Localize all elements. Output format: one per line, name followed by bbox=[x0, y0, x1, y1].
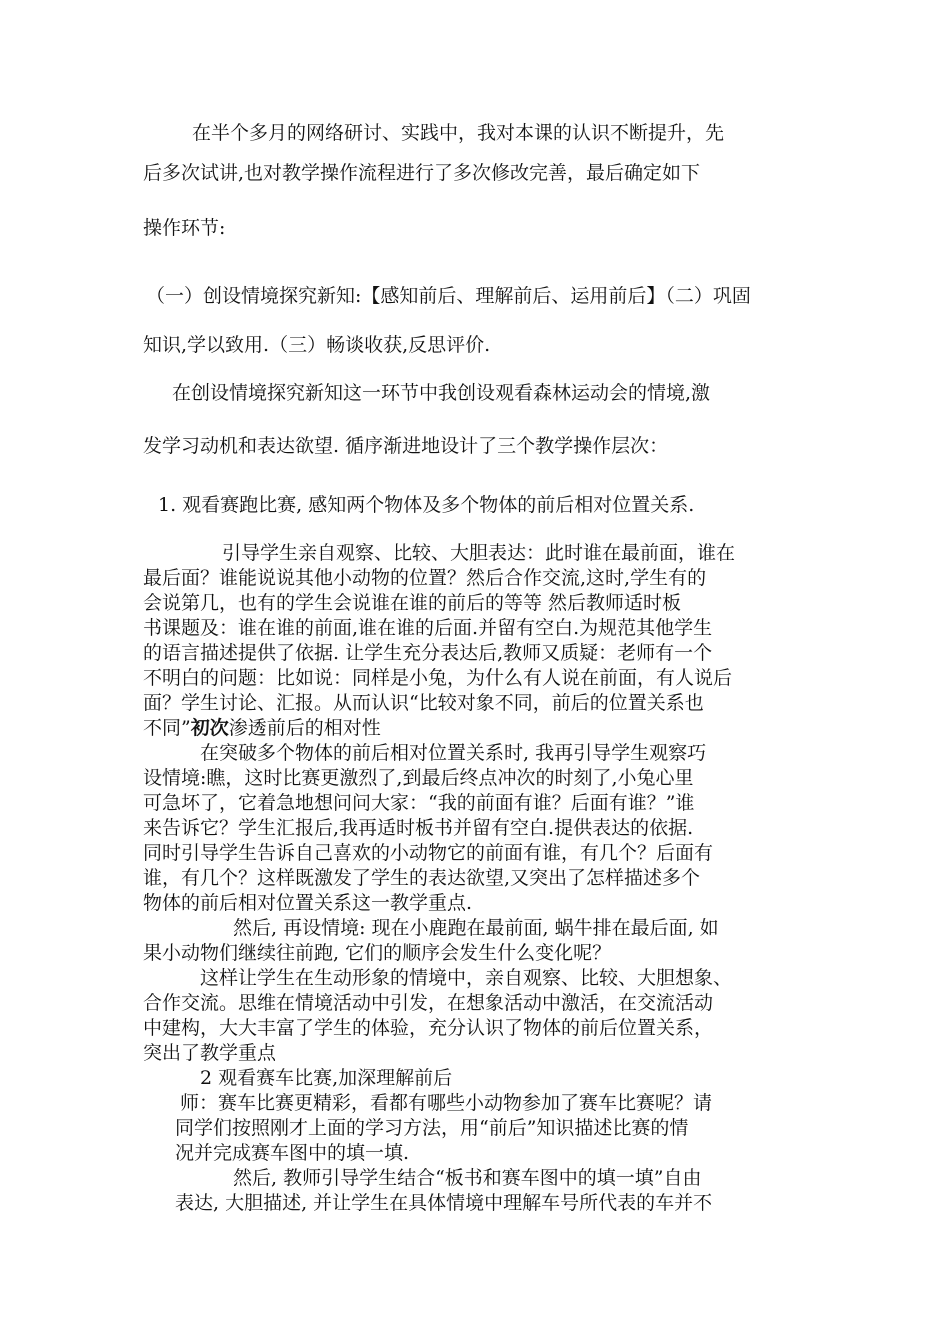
text-line: 这样让学生在生动形象的情境中，亲自观察、比较、大胆想象、 bbox=[200, 967, 733, 989]
text-span: 渗透前后的相对性 bbox=[228, 717, 381, 739]
text-line: 谁，有几个？这样既激发了学生的表达欲望,又突出了怎样描述多个 bbox=[143, 867, 701, 889]
text-line: 的语言描述提供了依据. 让学生充分表达后,教师又质疑：老师有一个 bbox=[143, 642, 713, 664]
text-line: 在突破多个物体的前后相对位置关系时, 我再引导学生观察巧 bbox=[200, 742, 707, 764]
text-line: 设情境:瞧，这时比赛更激烈了,到最后终点冲次的时刻了,小兔心里 bbox=[143, 767, 694, 789]
text-line bbox=[143, 719, 381, 738]
text-line: 在半个多月的网络研讨、实践中，我对本课的认识不断提升，先 bbox=[192, 122, 725, 144]
text-line: 然后, 再设情境: 现在小鹿跑在最前面, 蜗牛排在最后面, 如 bbox=[233, 917, 719, 939]
text-line: 然后, 教师引导学生结合“板书和赛车图中的填一填”自由 bbox=[233, 1167, 702, 1189]
text-line: 表达, 大胆描述, 并让学生在具体情境中理解车号所代表的车并不 bbox=[175, 1192, 713, 1214]
list-item-1: 1. 观看赛跑比赛, 感知两个物体及多个物体的前后相对位置关系. bbox=[158, 494, 695, 516]
text-line: 来告诉它？学生汇报后,我再适时板书并留有空白.提供表达的依据. bbox=[143, 817, 694, 839]
text-span: 不同” bbox=[143, 717, 191, 739]
text-line: 同学们按照刚才上面的学习方法，用“前后”知识描述比赛的情 bbox=[175, 1117, 689, 1139]
text-line: 同时引导学生告诉自己喜欢的小动物它的前面有谁，有几个？后面有 bbox=[143, 842, 714, 864]
text-line: （一）创设情境探究新知:【感知前后、理解前后、运用前后】（二）巩固 bbox=[146, 285, 751, 307]
text-line: 书课题及：谁在谁的前面,谁在谁的后面.并留有空白.为规范其他学生 bbox=[143, 617, 713, 639]
text-line: 不明白的问题：比如说：同样是小兔，为什么有人说在前面，有人说后 bbox=[143, 667, 733, 689]
text-line: 操作环节: bbox=[143, 217, 226, 239]
list-item-2: 2 观看赛车比赛,加深理解前后 bbox=[200, 1067, 453, 1089]
text-line: 发学习动机和表达欲望. 循序渐进地设计了三个教学操作层次： bbox=[143, 435, 669, 457]
text-line: 最后面？谁能说说其他小动物的位置？然后合作交流,这时,学生有的 bbox=[143, 567, 707, 589]
text-line: 合作交流。思维在情境活动中引发，在想象活动中激活，在交流活动 bbox=[143, 992, 714, 1014]
text-line: 师：赛车比赛更精彩，看都有哪些小动物参加了赛车比赛呢？请 bbox=[180, 1092, 713, 1114]
text-line: 果小动物们继续往前跑, 它们的顺序会发生什么变化呢？ bbox=[143, 942, 612, 964]
text-line: 会说第几，也有的学生会说谁在谁的前后的等等 然后教师适时板 bbox=[143, 592, 682, 614]
text-line: 在创设情境探究新知这一环节中我创设观看森林运动会的情境,激 bbox=[172, 382, 711, 404]
text-line: 知识,学以致用.（三）畅谈收获,反思评价. bbox=[143, 334, 491, 356]
text-line: 面？学生讨论、汇报。从而认识“比较对象不同，前后的位置关系也 bbox=[143, 692, 704, 714]
text-line: 引导学生亲自观察、比较、大胆表达：此时谁在最前面，谁在 bbox=[222, 542, 736, 564]
text-line: 突出了教学重点 bbox=[143, 1042, 277, 1064]
text-line: 中建构，大大丰富了学生的体验，充分认识了物体的前后位置关系， bbox=[143, 1017, 714, 1039]
text-line: 可急坏了，它着急地想问问大家：“我的前面有谁？后面有谁？”谁 bbox=[143, 792, 695, 814]
bold-emphasis: 初次 bbox=[190, 717, 229, 739]
text-line: 况并完成赛车图中的填一填. bbox=[175, 1142, 410, 1164]
text-line: 后多次试讲,也对教学操作流程进行了多次修改完善，最后确定如下 bbox=[143, 162, 701, 184]
text-line: 物体的前后相对位置关系这一教学重点. bbox=[143, 892, 473, 914]
